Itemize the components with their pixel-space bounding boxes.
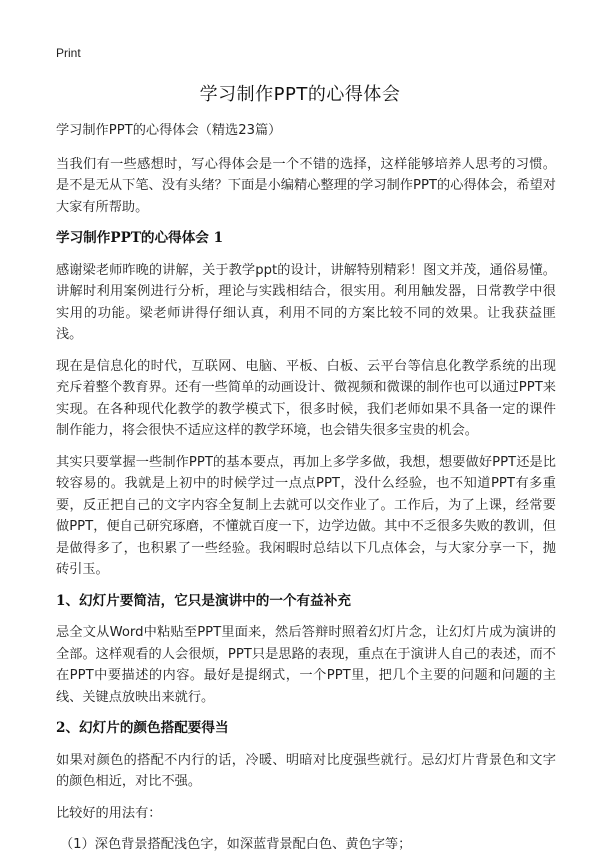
- point-heading-2: 2、幻灯片的颜色搭配要得当: [56, 720, 229, 736]
- intro-paragraph: 当我们有一些感想时，写心得体会是一个不错的选择，这样能够培养人思考的习惯。是不是无从下笔、没有头绪？下面是小编精心整理的学习制作PPT的心得体会，希望对大家有所帮助。: [56, 156, 556, 215]
- paragraph-6: 比较好的用法有：: [56, 805, 162, 821]
- document-subtitle: 学习制作PPT的心得体会（精选23篇）: [56, 123, 282, 138]
- paragraph-5: 如果对颜色的搭配不内行的话，冷暖、明暗对比度强些就行。忌幻灯片背景色和文字的颜色相近，对比不强。: [56, 752, 556, 789]
- paragraph-4: 忌全文从Word中粘贴至PPT里面来，然后答辩时照着幻灯片念，让幻灯片成为演讲的全部。这样观看的人会很烦，PPT只是思路的表现，重点在于演讲人自己的表述，而不在PPT中要描述的内容。最好是提纲式，一个PPT里，把几个主要的问题和问题的主线、关键点放映出来就行。: [56, 625, 556, 705]
- list-item: （1）深色背景搭配浅色字，如深蓝背景配白色、黄色字等；: [60, 837, 412, 852]
- section-heading: 学习制作PPT的心得体会 1: [56, 230, 224, 246]
- paragraph-3: 其实只要掌握一些制作PPT的基本要点，再加上多学多做，我想，想要做好PPT还是比较容易的。我就是上初中的时候学过一点点PPT，没什么经验，也不知道PPT有多重要，反正把自己的文字内容全复制上去就可以交作业了。工作后，为了上课，经常要做PPT，便自己研究琢磨，不懂就百度一下，边学边做。其中不乏很多失败的教训，但是做得多了，也积累了一些经验。我闲暇时总结以下几点体会，与大家分享一下，抛砖引玉。: [56, 454, 556, 577]
- point-heading-1: 1、幻灯片要简洁，它只是演讲中的一个有益补充: [56, 592, 351, 609]
- print-label: Print: [56, 46, 81, 60]
- document-body: [56, 120, 556, 866]
- page-title: 学习制作PPT的心得体会: [199, 84, 401, 105]
- paragraph-2: 现在是信息化的时代，互联网、电脑、平板、白板、云平台等信息化教学系统的出现充斥着整个教育界。还有一些简单的动画设计、微视频和微课的制作也可以通过PPT来实现。在各种现代化教学的教学模式下，很多时候，我们老师如果不具备一定的课件制作能力，将会很快不适应这样的教学环境，也会错失很多宝贵的机会。: [56, 358, 556, 438]
- paragraph-1: 感谢梁老师昨晚的讲解，关于教学ppt的设计，讲解特别精彩！图文并茂，通俗易懂。讲解时利用案例进行分析，理论与实践相结合，很实用。利用触发器，日常教学中很实用的功能。梁老师讲得仔细认真，利用不同的方案比较不同的效果。让我获益匪浅。: [56, 262, 556, 342]
